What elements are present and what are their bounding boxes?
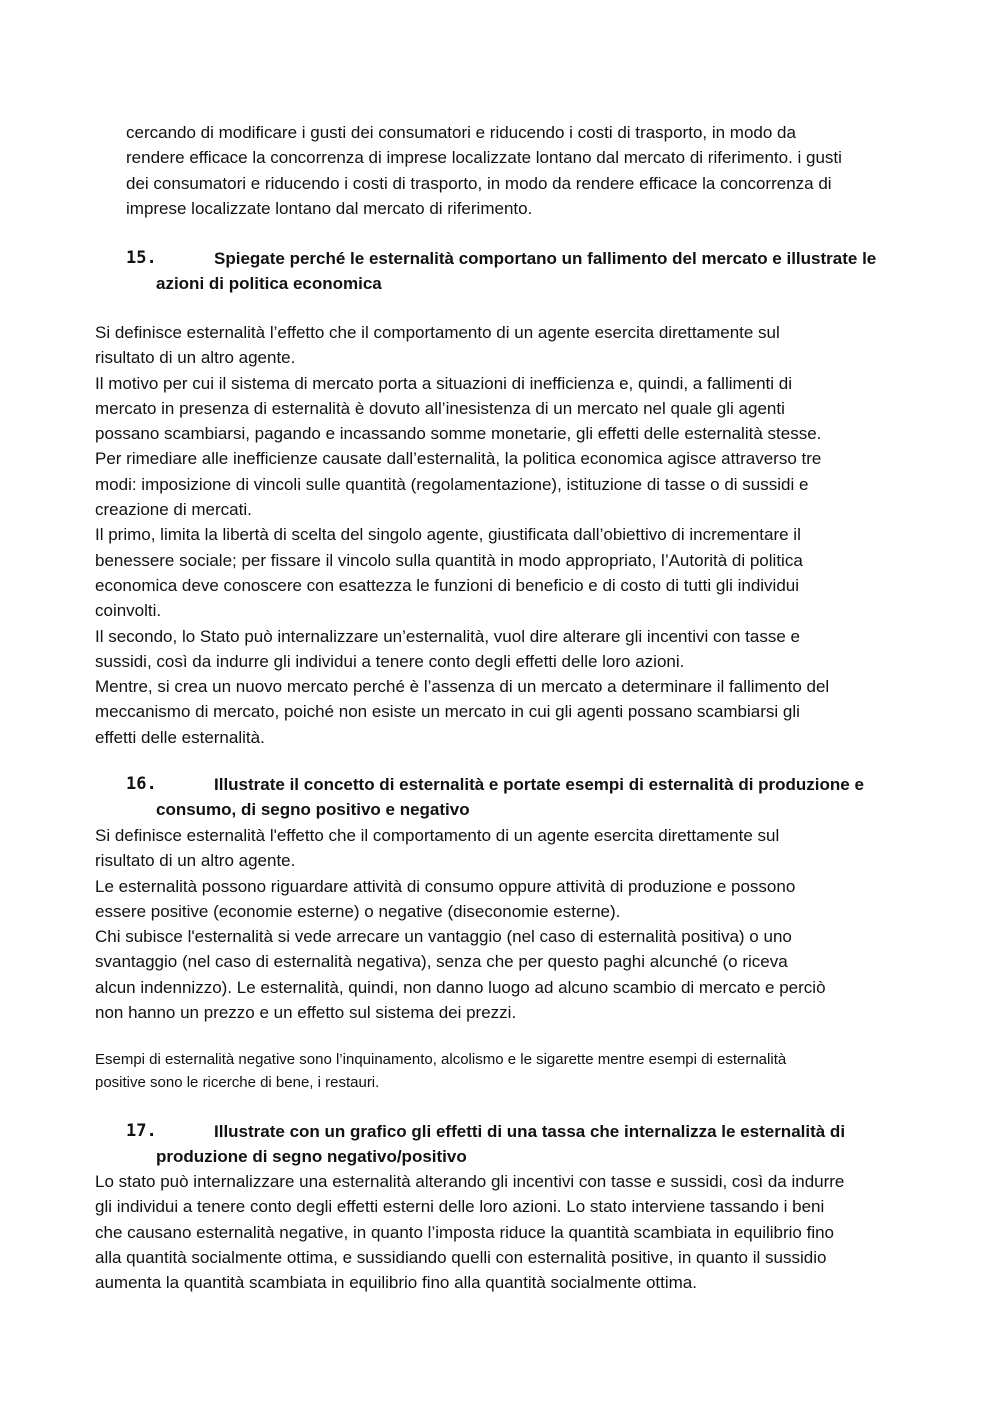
text-line: imprese localizzate lontano dal mercato di riferimento. — [126, 198, 533, 218]
question-number: 17. — [126, 1121, 157, 1141]
text-line: positive sono le ricerche di bene, i restauri. — [95, 1074, 380, 1091]
text-line: alla quantità socialmente ottima, e sussidiando quelli con esternalità positive, in quanto il sussidio — [95, 1247, 827, 1267]
text-line: Per rimediare alle inefficienze causate dall’esternalità, la politica economica agisce attraverso tre — [95, 449, 822, 469]
question-title-line: azioni di politica economica — [156, 274, 382, 294]
text-line: Il primo, limita la libertà di scelta del singolo agente, giustificata dall’obiettivo di incrementare il — [95, 525, 801, 545]
text-line: essere positive (economie esterne) o negative (diseconomie esterne). — [95, 901, 621, 921]
text-line: Chi subisce l'esternalità si vede arrecare un vantaggio (nel caso di esternalità positiva) o uno — [95, 927, 792, 947]
question-title-line: consumo, di segno positivo e negativo — [156, 800, 470, 820]
question-15-answer — [95, 320, 829, 750]
question-title-line: Illustrate il concetto di esternalità e portate esempi di esternalità di produzione e — [214, 775, 864, 794]
question-number: 16. — [126, 774, 157, 794]
text-line: risultato di un altro agente. — [95, 348, 296, 368]
text-line: Si definisce esternalità l'effetto che il comportamento di un agente esercita direttamente sul — [95, 826, 780, 845]
text-line: aumenta la quantità scambiata in equilibrio fino alla quantità socialmente ottima. — [95, 1273, 697, 1293]
text-line: meccanismo di mercato, poiché non esiste un mercato in cui gli agenti possano scambiarsi gli — [95, 702, 800, 722]
text-line: Esempi di esternalità negative sono l’inquinamento, alcolismo e le sigarette mentre esempi di esternalità — [95, 1051, 787, 1068]
text-line: rendere efficace la concorrenza di imprese localizzate lontano dal mercato di riferimento. i gusti — [126, 148, 842, 168]
text-line: sussidi, così da indurre gli individui a tenere conto degli effetti delle loro azioni. — [95, 651, 685, 671]
text-line: Le esternalità possono riguardare attività di consumo oppure attività di produzione e possono — [95, 876, 796, 896]
text-line: mercato in presenza di esternalità è dovuto all’inesistenza di un mercato nel quale gli agenti — [95, 398, 785, 418]
text-line: economica deve conoscere con esattezza le funzioni di beneficio e di costo di tutti gli individui — [95, 575, 800, 595]
text-line: dei consumatori e riducendo i costi di trasporto, in modo da rendere efficace la concorrenza di — [126, 173, 832, 193]
intro-paragraph — [126, 120, 842, 221]
text-line: modi: imposizione di vincoli sulle quantità (regolamentazione), istituzione di tasse o di sussidi e — [95, 474, 809, 494]
question-16-answer — [95, 823, 826, 1025]
question-17-answer — [95, 1169, 844, 1295]
text-line: possano scambiarsi, pagando e incassando somme monetarie, gli effetti delle esternalità stesse. — [95, 424, 822, 444]
text-line: Mentre, si crea un nuovo mercato perché è l’assenza di un mercato a determinare il fallimento del — [95, 677, 830, 697]
question-number: 15. — [126, 248, 157, 268]
text-line: risultato di un altro agente. — [95, 851, 296, 871]
text-line: gli individui a tenere conto degli effetti esterni delle loro azioni. Lo stato interviene tassando i beni — [95, 1197, 825, 1217]
text-line: svantaggio (nel caso di esternalità negativa), senza che per questo paghi alcunché (o riceva — [95, 952, 788, 972]
question-title-line: Spiegate perché le esternalità comportano un fallimento del mercato e illustrate le — [214, 249, 877, 268]
text-line: creazione di mercati. — [95, 500, 252, 520]
text-line: Si definisce esternalità l’effetto che il comportamento di un agente esercita direttamente sul — [95, 323, 780, 342]
text-line: alcun indennizzo). Le esternalità, quindi, non danno luogo ad alcuno scambio di mercato e perciò — [95, 977, 826, 997]
text-line: cercando di modificare i gusti dei consumatori e riducendo i costi di trasporto, in modo da — [126, 123, 796, 142]
text-line: che causano esternalità negative, in quanto l’imposta riduce la quantità scambiata in equilibrio fino — [95, 1222, 835, 1242]
text-line: coinvolti. — [95, 601, 162, 621]
question-title-line: Illustrate con un grafico gli effetti di una tassa che internalizza le esternalità di — [214, 1122, 846, 1141]
text-line: Il motivo per cui il sistema di mercato porta a situazioni di inefficienza e, quindi, a fallimenti di — [95, 373, 793, 393]
text-line: benessere sociale; per fissare il vincolo sulla quantità in modo appropriato, l’Autorità di politica — [95, 550, 803, 570]
text-line: effetti delle esternalità. — [95, 727, 265, 747]
text-line: Il secondo, lo Stato può internalizzare un’esternalità, vuol dire alterare gli incentivi con tasse e — [95, 626, 800, 646]
text-line: non hanno un prezzo e un effetto sul sistema dei prezzi. — [95, 1003, 517, 1023]
text-line: Lo stato può internalizzare una esternalità alterando gli incentivi con tasse e sussidi, così da indurre — [95, 1172, 845, 1191]
question-title-line: produzione di segno negativo/positivo — [156, 1147, 467, 1167]
question-16-examples — [95, 1048, 786, 1094]
